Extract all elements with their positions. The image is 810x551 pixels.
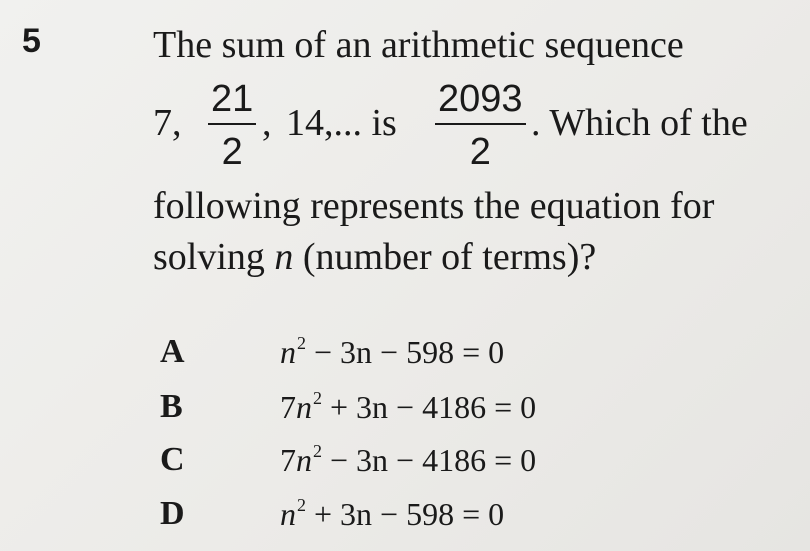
fraction-numerator: 2093 bbox=[438, 78, 523, 120]
option-letter: D bbox=[160, 495, 185, 532]
variable-n: n bbox=[274, 236, 294, 278]
option-equation: $7n^2 + 3n - 4186 = 0$ bbox=[280, 388, 537, 425]
fraction-numerator: 21 bbox=[211, 78, 254, 120]
option-letter: B bbox=[160, 388, 183, 425]
option-letter: C bbox=[160, 441, 185, 478]
question-text-line3: following represents the equation for bbox=[153, 185, 715, 227]
option-letter: A bbox=[160, 333, 185, 370]
comma: , bbox=[262, 102, 272, 144]
option-equation: $n^2 + 3n - 598 = 0$ bbox=[280, 495, 505, 532]
option-b[interactable] bbox=[160, 385, 536, 429]
second-term-fraction bbox=[208, 80, 256, 171]
fraction-bar bbox=[435, 123, 526, 125]
option-a[interactable] bbox=[160, 330, 504, 374]
question-number: 5 bbox=[22, 22, 41, 60]
fraction-denominator: 2 bbox=[469, 131, 491, 173]
first-term: 7, bbox=[153, 102, 182, 144]
fraction-denominator: 2 bbox=[221, 131, 243, 173]
option-c[interactable] bbox=[160, 438, 536, 482]
option-equation: $n^2 - 3n - 598 = 0$ bbox=[280, 333, 505, 370]
option-d[interactable] bbox=[160, 492, 504, 536]
sum-fraction bbox=[435, 80, 526, 171]
fraction-bar bbox=[208, 123, 256, 125]
after-sum-text: . Which of the bbox=[531, 102, 748, 144]
option-equation: $7n^2 - 3n - 4186 = 0$ bbox=[280, 441, 537, 478]
question-text-line4: solving n (number of terms)? bbox=[153, 236, 597, 278]
question-text-line1: The sum of an arithmetic sequence bbox=[153, 24, 684, 66]
sequence-rest: 14,... is bbox=[286, 102, 397, 144]
